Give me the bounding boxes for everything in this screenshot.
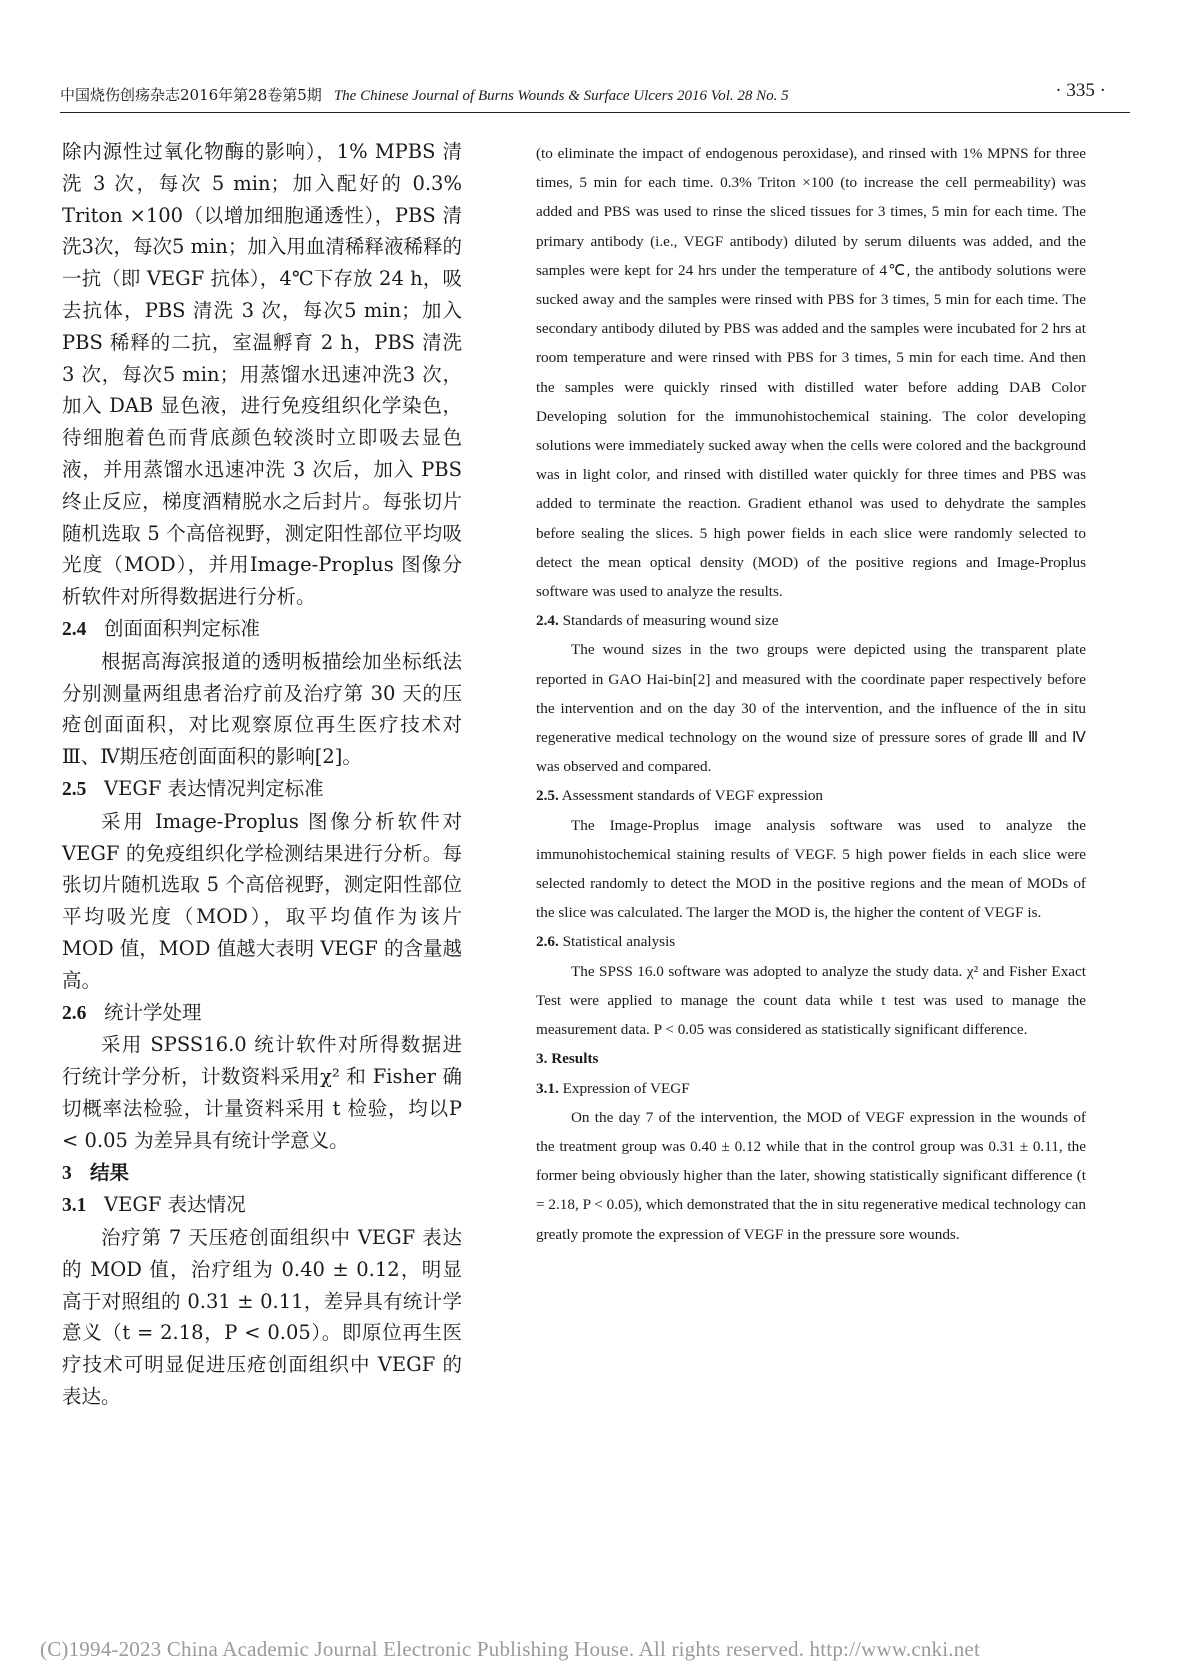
section-number: 3.1. xyxy=(536,1079,559,1097)
section-number: 3 xyxy=(62,1162,72,1184)
section-2-4-paragraph-cn: 根据高海滨报道的透明板描绘加坐标纸法分别测量两组患者治疗前及治疗第 30 天的压疮创面面积，对比观察原位再生医疗技术对Ⅲ、Ⅳ期压疮创面面积的影响[2]。 xyxy=(62,649,462,769)
section-3-1-heading-cn xyxy=(62,1189,462,1222)
section-2-6-heading-en xyxy=(536,927,1086,956)
section-2-6-paragraph-cn: 采用 SPSS16.0 统计软件对所得数据进行统计学分析，计数资料采用χ² 和 Fisher 确切概率法检验，计量资料采用 t 检验，均以P < 0.05 为差异具有统计学意义。 xyxy=(62,1033,462,1152)
section-title: 创面面积判定标准 xyxy=(104,616,261,640)
section-2-6-heading-cn xyxy=(62,997,462,1030)
section-title: 结果 xyxy=(90,1160,130,1184)
section-title: Expression of VEGF xyxy=(562,1079,690,1097)
section-title: 统计学处理 xyxy=(104,1000,202,1024)
section-3-heading-cn xyxy=(62,1157,462,1190)
section-title: VEGF 表达情况 xyxy=(104,1193,246,1217)
section-2-5-heading-cn xyxy=(62,773,462,806)
english-column xyxy=(536,139,1086,1249)
section-number: 2.5 xyxy=(62,778,87,800)
methods-paragraph-en: (to eliminate the impact of endogenous peroxidase), and rinsed with 1% MPNS for three times, 5 min for each time. 0.3% Triton ×100 (to increase the cell permeability) was added and PBS was used to rinse the sliced tissues for 3 times, 5 min for each time. The primary antibody (i.e., VEGF antibody) diluted by serum diluents was added, and the samples were kept for 24 hrs under the temperature of 4℃, the antibody solutions were sucked away and the samples were rinsed with PBS for 3 times, 5 min for each time. The secondary antibody diluted by PBS was added and the samples were incubated for 2 hrs at room temperature and were rinsed with PBS for 3 times, 5 min for each time. And then the samples were quickly rinsed with distilled water before adding DAB Color Developing solution for the immunohistochemical staining. The color developing solutions were immediately sucked away when the cells were colored and the background was in light color, and rinsed with distilled water quickly for three times and PBS was added to terminate the reaction. Gradient ethanol was used to dehydrate the samples before sealing the slices. 5 high power fields in each slice were randomly selected to detect the mean optical density (MOD) of the positive regions and Image-Proplus software was used to analyze the results. xyxy=(536,145,1086,601)
section-title: VEGF 表达情况判定标准 xyxy=(104,776,324,800)
journal-name-en: The Chinese Journal of Burns Wounds & Surface Ulcers 2016 Vol. 28 No. 5 xyxy=(333,88,789,104)
section-2-5-paragraph-en: The Image-Proplus image analysis software was used to analyze the immunohistochemical staining results of VEGF. 5 high power fields in each slice were selected randomly to detect the MOD in the positive regions and the mean of MODs of the slice was calculated. The larger the MOD is, the higher the content of VEGF is. xyxy=(536,816,1086,922)
section-3-1-paragraph-en: On the day 7 of the intervention, the MOD of VEGF expression in the wounds of the treatment group was 0.40 ± 0.12 while that in the control group was 0.31 ± 0.11, the former being obviously higher than the later, showing statistically significant difference (t = 2.18, P < 0.05), which demonstrated that the in situ regenerative medical technology can greatly promote the expression of VEGF in the pressure sore wounds. xyxy=(536,1108,1086,1243)
journal-name-cn: 中国烧伤创疡杂志2016年第28卷第5期 xyxy=(60,86,322,104)
section-title: Standards of measuring wound size xyxy=(562,612,779,630)
section-3-1-heading-en xyxy=(536,1074,1086,1103)
section-3-heading-en: 3. Results xyxy=(536,1050,599,1068)
section-number: 2.5. xyxy=(536,787,559,805)
section-2-5-paragraph-cn: 采用 Image-Proplus 图像分析软件对 VEGF 的免疫组织化学检测结果进行分析。每张切片随机选取 5 个高倍视野，测定阳性部位平均吸光度（MOD），取平均值作为该片 MOD 值，MOD 值越大表明 VEGF 的含量越高。 xyxy=(62,809,462,992)
section-number: 3.1 xyxy=(62,1195,87,1217)
section-3-1-paragraph-cn: 治疗第 7 天压疮创面组织中 VEGF 表达的 MOD 值，治疗组为 0.40 ± 0.12，明显高于对照组的 0.31 ± 0.11，差异具有统计学意义（t = 2.18，P < 0.05）。即原位再生医疗技术可明显促进压疮创面组织中 VEGF 的表达。 xyxy=(62,1226,462,1409)
page-number: · 335 · xyxy=(1055,80,1106,101)
section-number: 2.6. xyxy=(536,933,559,951)
section-2-4-paragraph-en: The wound sizes in the two groups were depicted using the transparent plate reported in GAO Hai-bin[2] and measured with the coordinate paper respectively before the intervention and on the day 30 of the intervention, and the influence of the in situ regenerative medical technology on the wound size of pressure sores of grade Ⅲ and Ⅳ was observed and compared. xyxy=(536,641,1086,776)
section-number: 2.4. xyxy=(536,612,559,630)
section-2-4-heading-en xyxy=(536,606,1086,635)
methods-paragraph-cn: 除内源性过氧化物酶的影响），1% MPBS 清洗 3 次，每次 5 min；加入配好的 0.3% Triton ×100（以增加细胞通透性），PBS 清洗3次，每次5 min；加入用血清稀释液稀释的一抗（即 VEGF 抗体），4℃下存放 24 h，吸去抗体，PBS 清洗 3 次，每次5 min；加入 PBS 稀释的二抗，室温孵育 2 h，PBS 清洗 3 次，每次5 min；用蒸馏水迅速冲洗3 次，加入 DAB 显色液，进行免疫组织化学染色，待细胞着色而背底颜色较淡时立即吸去显色液，并用蒸馏水迅速冲洗 3 次后，加入 PBS 终止反应，梯度酒精脱水之后封片。每张切片随机选取 5 个高倍视野，测定阳性部位平均吸光度（MOD），并用Image-Proplus 图像分析软件对所得数据进行分析。 xyxy=(62,140,462,609)
section-2-5-heading-en xyxy=(536,781,1086,810)
section-title: Statistical analysis xyxy=(562,933,676,951)
section-2-6-paragraph-en: The SPSS 16.0 software was adopted to analyze the study data. χ² and Fisher Exact Test were applied to manage the count data while t test was used to manage the measurement data. P < 0.05 was considered as statistically significant difference. xyxy=(536,962,1086,1039)
section-number: 2.6 xyxy=(62,1002,87,1024)
section-2-4-heading-cn xyxy=(62,613,462,646)
chinese-column xyxy=(62,136,462,1413)
copyright-footer: (C)1994-2023 China Academic Journal Electronic Publishing House. All rights reserved. http://www.cnki.net xyxy=(40,1637,980,1661)
section-title: Assessment standards of VEGF expression xyxy=(561,787,824,805)
running-header xyxy=(60,78,1130,113)
section-number: 2.4 xyxy=(62,618,87,640)
journal-citation xyxy=(60,84,789,105)
